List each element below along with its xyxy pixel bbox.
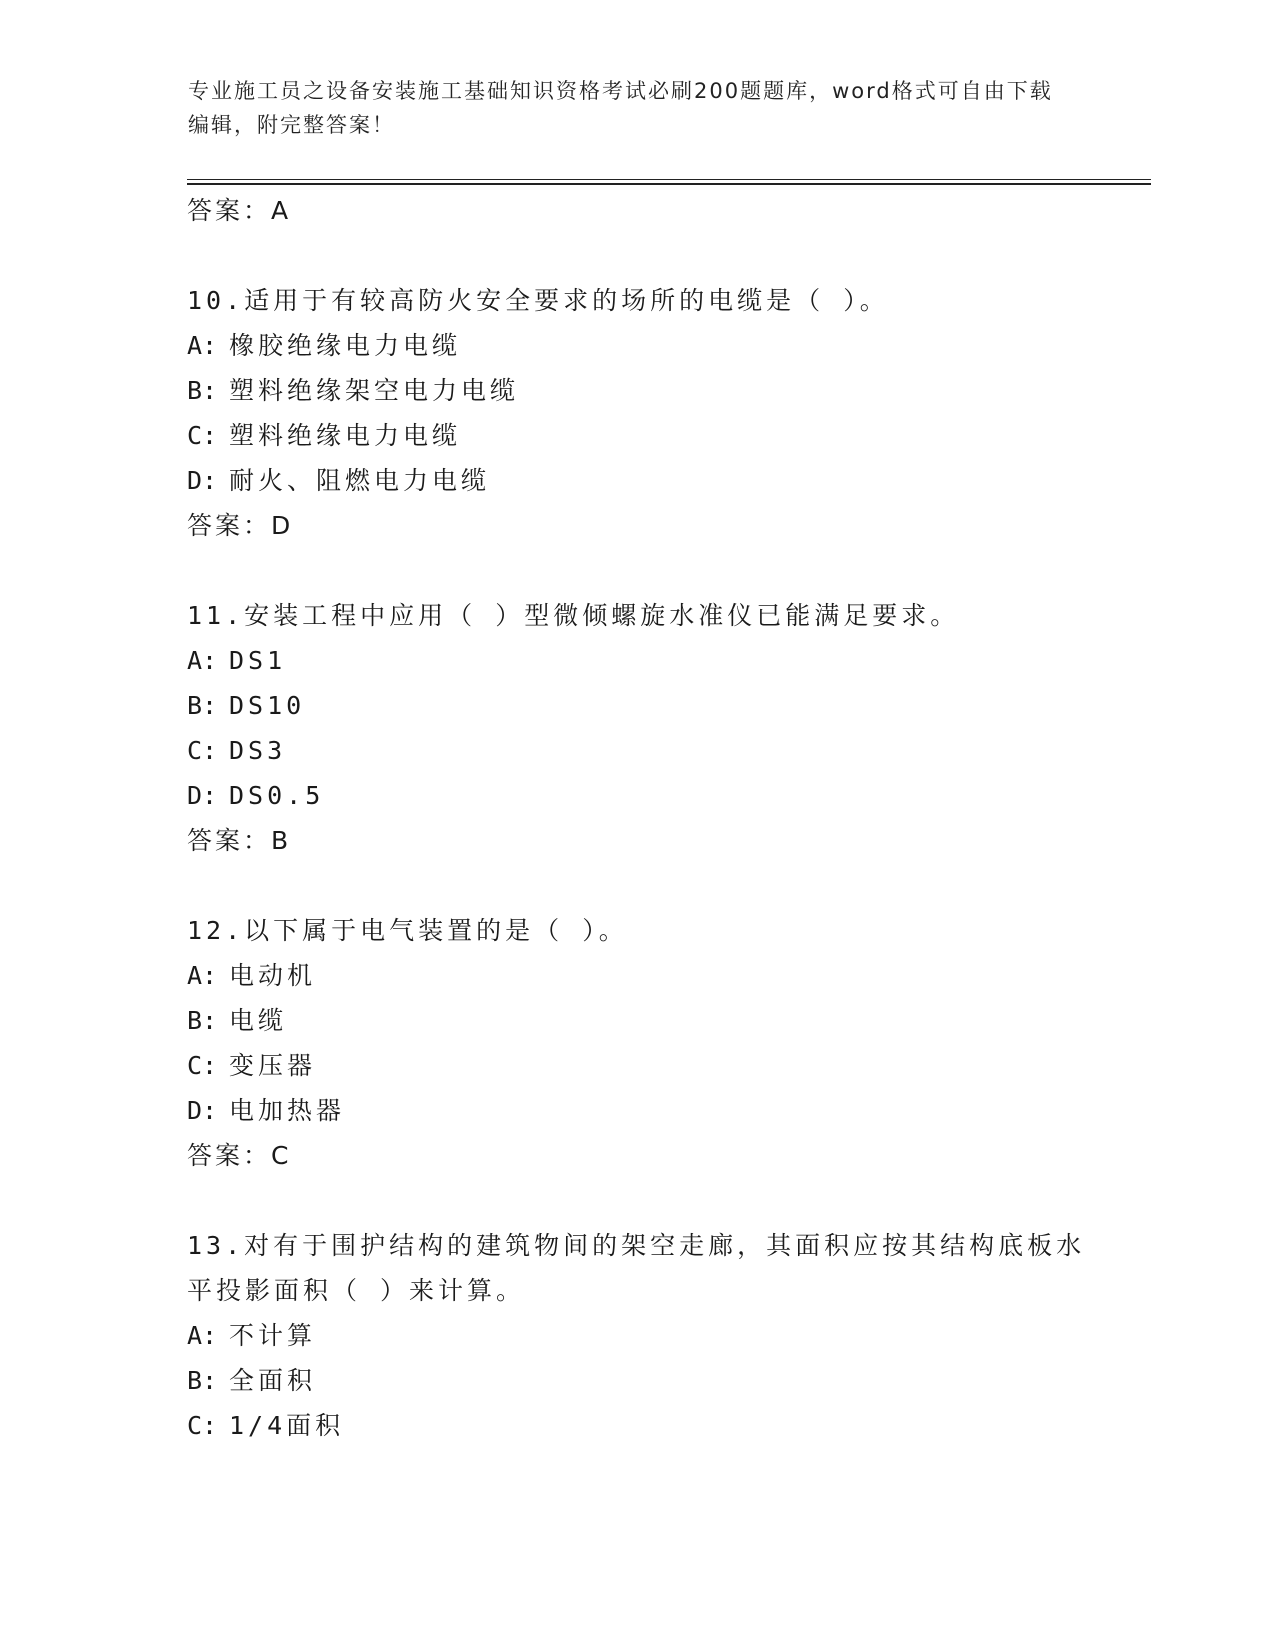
question-stem: 11.安装工程中应用（ ）型微倾螺旋水准仪已能满足要求。 [187, 601, 960, 630]
option-c [187, 1403, 1087, 1448]
option-b [187, 368, 1087, 413]
answer-prefix: 答案： [187, 196, 272, 225]
option-label: A: [187, 331, 218, 360]
option-a [187, 323, 1087, 368]
question-stem: 12.以下属于电气装置的是（ ）。 [187, 916, 628, 945]
option-text: 电缆 [229, 1006, 288, 1035]
option-label: B: [187, 376, 218, 405]
question-list [187, 188, 1087, 1448]
option-d [187, 1088, 1087, 1133]
question-stem: 13.对有于围护结构的建筑物间的架空走廊，其面积应按其结构底板水平投影面积（ ）来计算。 [187, 1231, 1086, 1305]
question-13 [187, 1223, 1087, 1448]
option-text: DS1 [229, 646, 287, 675]
answer-value: D [271, 511, 294, 540]
option-label: A: [187, 1321, 218, 1350]
answer-value: C [271, 1141, 292, 1170]
document-header [188, 74, 1068, 142]
answer-value: A [271, 196, 292, 225]
document-title: 专业施工员之设备安装施工基础知识资格考试必刷200题题库，word格式可自由下载编辑，附完整答案！ [188, 79, 1053, 137]
question-answer [187, 1133, 1087, 1178]
option-b [187, 1358, 1087, 1403]
option-a [187, 953, 1087, 998]
option-b [187, 683, 1087, 728]
question-10 [187, 278, 1087, 548]
option-label: D: [187, 1096, 218, 1125]
option-a [187, 638, 1087, 683]
question-11 [187, 593, 1087, 863]
answer-value: B [271, 826, 292, 855]
option-c [187, 728, 1087, 773]
answer-prefix: 答案： [187, 1141, 272, 1170]
answer-prefix: 答案： [187, 826, 272, 855]
previous-question-answer [187, 188, 1087, 233]
option-label: B: [187, 1006, 218, 1035]
option-text: 不计算 [229, 1321, 317, 1350]
option-label: D: [187, 781, 218, 810]
header-divider-thick [187, 183, 1151, 185]
header-divider-thin [187, 179, 1151, 180]
option-text: 橡胶绝缘电力电缆 [229, 331, 462, 360]
option-text: DS3 [229, 736, 287, 765]
option-label: C: [187, 421, 218, 450]
option-c [187, 1043, 1087, 1088]
option-text: 电加热器 [229, 1096, 346, 1125]
option-d [187, 458, 1087, 503]
option-text: DS0.5 [229, 781, 325, 810]
option-label: D: [187, 466, 218, 495]
option-a [187, 1313, 1087, 1358]
option-text: 全面积 [229, 1366, 317, 1395]
option-text: 塑料绝缘架空电力电缆 [229, 376, 520, 405]
option-label: C: [187, 1051, 218, 1080]
option-label: B: [187, 1366, 218, 1395]
answer-prefix: 答案： [187, 511, 272, 540]
option-text: DS10 [229, 691, 306, 720]
question-12 [187, 908, 1087, 1178]
option-label: A: [187, 961, 218, 990]
option-d [187, 773, 1087, 818]
option-c [187, 413, 1087, 458]
option-label: A: [187, 646, 218, 675]
option-text: 变压器 [229, 1051, 317, 1080]
question-stem: 10.适用于有较高防火安全要求的场所的电缆是（ ）。 [187, 286, 889, 315]
option-text: 塑料绝缘电力电缆 [229, 421, 462, 450]
option-label: C: [187, 736, 218, 765]
option-label: C: [187, 1411, 218, 1440]
option-label: B: [187, 691, 218, 720]
question-answer [187, 818, 1087, 863]
option-text: 电动机 [229, 961, 317, 990]
option-text: 1/4面积 [229, 1411, 345, 1440]
option-b [187, 998, 1087, 1043]
option-text: 耐火、阻燃电力电缆 [229, 466, 491, 495]
question-answer [187, 503, 1087, 548]
